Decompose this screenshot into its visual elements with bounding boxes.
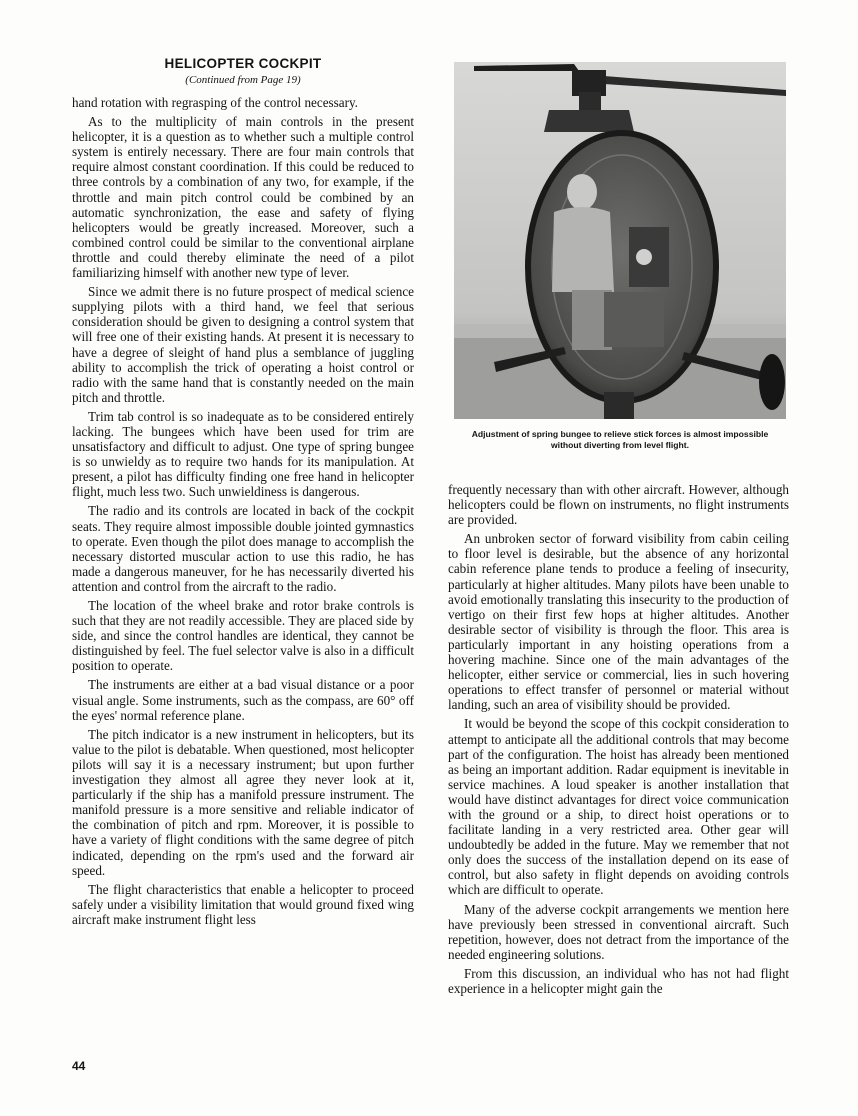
paragraph: The flight characteristics that enable a helicopter to proceed safely under a visibility limitation that would ground fixed wing aircraft make instrument flight less [72, 881, 414, 927]
helicopter-cockpit-photo [454, 62, 786, 419]
paragraph: Trim tab control is so inadequate as to be considered entirely lacking. The bungees which have been used for trim are unsatisfactory and difficult to adjust. One type of spring bungee is so unwieldy as to require two hands for its manipulation. At present, a pilot has difficulty finding one free hand in helicopter flight, much less two. Such unwieldiness is dangerous. [72, 408, 414, 500]
paragraph: The radio and its controls are located in back of the cockpit seats. They require almost impossible double jointed gymnastics to operate. Even though the pilot does manage to accomplish the necessary distorted muscular action to use this radio, he has made a dangerous maneuver, for he has necessarily diverted his attention and control from the aircraft to the radio. [72, 503, 414, 594]
right-column [448, 482, 789, 996]
photo-caption: Adjustment of spring bungee to relieve stick forces is almost impossible without diverting from level flight. [471, 429, 769, 450]
paragraph: The location of the wheel brake and rotor brake controls is such that they are not readily accessible. They are placed side by side, and since the control handles are identical, they cannot be distinguished by feel. The fuel selector valve is also in a difficult position to operate. [72, 598, 414, 674]
page-number: 44 [72, 1059, 86, 1073]
paragraph: frequently necessary than with other aircraft. However, although helicopters could be flown on instruments, no flight instruments are provided. [448, 482, 789, 528]
paragraph: The pitch indicator is a new instrument in helicopters, but its value to the pilot is debatable. When questioned, most helicopter pilots will say it is a necessary instrument; but upon further investigation they almost all agree they never look at it, particularly if the ship has a manifold pressure instrument. The manifold pressure is a more sensitive and reliable indicator of the combination of pitch and rpm. Moreover, it is possible to have a variety of flight conditions with the same degree of pitch indicated, depending on the rpm's used and the forward air speed. [72, 726, 414, 878]
paragraph: Since we admit there is no future prospect of medical science supplying pilots with a third hand, we feel that serious consideration should be given to designing a control system that will free one of their existing hands. At present it is necessary to have a degree of sleight of hand plus a semblance of juggling ability to accomplish the trick of operating a hoist control or radio with the same hand that is constantly needed on the main pitch and throttle. [72, 284, 414, 405]
paragraph: From this discussion, an individual who has not had flight experience in a helicopter might gain the [448, 965, 789, 996]
paragraph: It would be beyond the scope of this cockpit consideration to attempt to anticipate all the additional controls that may become part of the configuration. The hoist has already been mentioned as being an important addition. Radar equipment is inevitable in service machines. A loud speaker is another installation that would have distinct advantages for direct voice communication with the ground or a ship, to direct hoist operations or to facilitate landing in a very restricted area. Other gear will undoubtedly be added in the future. May we remember that not only does the success of the installation depend on its ease of control, but also safety in flight depends on avoiding controls which are difficult to operate. [448, 716, 789, 898]
paragraph: hand rotation with regrasping of the control necessary. [72, 95, 358, 110]
article-header [72, 56, 414, 87]
paragraph: As to the multiplicity of main controls in the present helicopter, it is a question as to whether such a multiple control system is entirely necessary. There are four main controls that require almost constant coordination. If this could be reduced to three controls by a combination of any two, for example, if the throttle and main pitch control could be combined by an automatic synchronization, the ease and safety of flying helicopters would be greatly increased. Moreover, such a combined control could be similar to the conventional airplane throttle and could thereby eliminate the need of a pilot familiarizing himself with another new type of lever. [72, 114, 414, 281]
helicopter-photo-illustration [454, 62, 786, 419]
paragraph: The instruments are either at a bad visual distance or a poor visual angle. Some instruments, such as the compass, are 60° off the eyes' normal reference plane. [72, 677, 414, 723]
left-column [72, 95, 414, 927]
article-title: HELICOPTER COCKPIT [164, 56, 322, 71]
continued-note: (Continued from Page 19) [185, 74, 301, 86]
paragraph: An unbroken sector of forward visibility from cabin ceiling to floor level is desirable, but the absence of any horizontal cabin reference plane tends to produce a feeling of insecurity, particularly at higher altitudes. Many pilots have been unable to avoid emotionally translating this insecurity to the production of vertigo on their first few hops at higher altitudes. Another desirable sector of visibility is through the floor. This area is particularly important in any hoisting operations from a hovering machine. Since one of the main advantages of the helicopter, either service or commercial, lies in such hovering operations to effect transfer of personnel or material without landing, such an area of visibility should be provided. [448, 531, 789, 713]
paragraph: Many of the adverse cockpit arrangements we mention here have previously been stressed in conventional aircraft. Such repetition, however, does not detract from the importance of the needed engineering solutions. [448, 901, 789, 962]
